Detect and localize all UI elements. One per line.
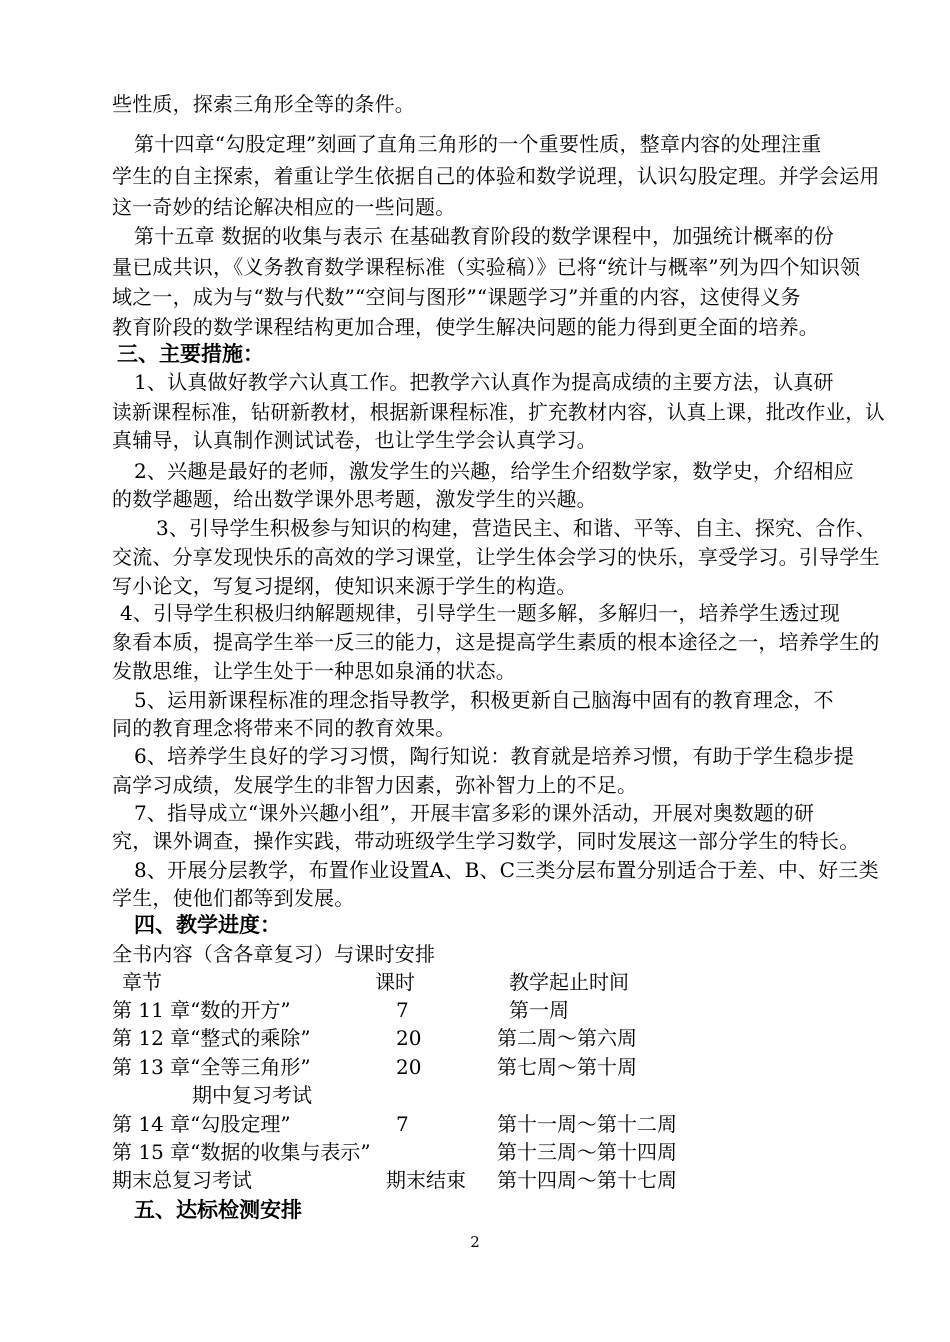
column-header-hours: 课时 — [375, 970, 415, 994]
text-line: 8、开展分层教学，布置作业设置A、B、C三类分层布置分别适合于差、中、好三类 — [134, 858, 879, 882]
row-chapter: 第 11 章“数的开方” — [112, 998, 291, 1022]
text-line: 读新课程标准，钻研新教材，根据新课程标准，扩充教材内容，认真上课，批改作业，认 — [112, 400, 885, 424]
text-line: 2、兴趣是最好的老师，激发学生的兴趣，给学生介绍数学家，数学史，介绍相应 — [134, 459, 854, 483]
text-line: 3、引导学生积极参与知识的构建，营造民主、和谐、平等、自主、探究、合作、 — [156, 516, 876, 540]
section-heading: 四、教学进度： — [134, 913, 281, 937]
row-hours: 20 — [396, 1026, 422, 1050]
text-line: 教育阶段的数学课程结构更加合理，使学生解决问题的能力得到更全面的培养。 — [112, 315, 819, 339]
row-chapter: 第 12 章“整式的乘除” — [112, 1026, 311, 1050]
text-line: 6、培养学生良好的学习习惯，陶行知说：教育就是培养习惯，有助于学生稳步提 — [134, 744, 854, 768]
text-line: 量已成共识，《义务教育数学课程标准（实验稿）》已将“统计与概率”列为四个知识领 — [112, 255, 861, 279]
text-line: 真辅导，认真制作测试试卷，也让学生学会认真学习。 — [112, 428, 597, 452]
column-header-time: 教学起止时间 — [509, 970, 629, 994]
page-number: 2 — [470, 1233, 480, 1251]
text-line: 学生的自主探索，着重让学生依据自己的体验和数学说理，认识勾股定理。并学会运用 — [112, 164, 880, 188]
row-time: 第七周～第十周 — [497, 1055, 637, 1079]
text-line: 7、指导成立“课外兴趣小组”，开展丰富多彩的课外活动，开展对奥数题的研 — [134, 801, 815, 825]
text-line: 第十五章 数据的收集与表示 在基础教育阶段的数学课程中，加强统计概率的份 — [134, 224, 834, 248]
text-line: 5、运用新课程标准的理念指导教学，积极更新自己脑海中固有的教育理念，不 — [134, 688, 834, 712]
text-line: 域之一，成为与“数与代数”“空间与图形”“课题学习”并重的内容，这使得义务 — [112, 285, 801, 309]
row-time: 第二周～第六周 — [497, 1026, 637, 1050]
row-chapter: 第 15 章“数据的收集与表示” — [112, 1140, 371, 1164]
text-line: 第十四章“勾股定理”刻画了直角三角形的一个重要性质，整章内容的处理注重 — [134, 132, 822, 156]
section-heading: 五、达标检测安排 — [134, 1198, 302, 1222]
text-line: 交流、分享发现快乐的高效的学习课堂，让学生体会学习的快乐，享受学习。引导学生 — [112, 545, 880, 569]
row-chapter: 期末总复习考试 — [112, 1168, 252, 1192]
text-line: 写小论文，写复习提纲，使知识来源于学生的构造。 — [112, 574, 577, 598]
row-time: 第十一周～第十二周 — [497, 1112, 677, 1136]
text-line: 同的教育理念将带来不同的教育效果。 — [112, 716, 456, 740]
row-chapter: 第 13 章“全等三角形” — [112, 1055, 311, 1079]
text-line: 高学习成绩，发展学生的非智力因素，弥补智力上的不足。 — [112, 773, 638, 797]
row-chapter: 期中复习考试 — [192, 1083, 312, 1107]
text-line: 1、认真做好教学六认真工作。把教学六认真作为提高成绩的主要方法，认真研 — [134, 370, 834, 394]
row-chapter: 第 14 章“勾股定理” — [112, 1112, 291, 1136]
text-line: 这一奇妙的结论解决相应的一些问题。 — [112, 195, 456, 219]
text-line: 究，课外调查，操作实践，带动班级学生学习数学，同时发展这一部分学生的特长。 — [112, 829, 860, 853]
text-line: 的数学趣题，给出数学课外思考题，激发学生的兴趣。 — [112, 487, 597, 511]
text-line: 象看本质，提高学生举一反三的能力，这是提高学生素质的根本途径之一，培养学生的 — [112, 630, 880, 654]
row-hours: 7 — [396, 1112, 409, 1136]
row-hours: 7 — [396, 998, 409, 1022]
text-line: 些性质，探索三角形全等的条件。 — [112, 92, 415, 116]
row-hours: 期末结束 — [386, 1168, 466, 1192]
text-line: 发散思维，让学生处于一种思如泉涌的状态。 — [112, 659, 516, 683]
column-header-chapter: 章节 — [122, 970, 162, 994]
row-time: 第十四周～第十七周 — [497, 1168, 677, 1192]
row-time: 第一周 — [509, 998, 569, 1022]
text-line: 4、引导学生积极归纳解题规律，引导学生一题多解，多解归一，培养学生透过现 — [120, 601, 840, 625]
row-time: 第十三周～第十四周 — [497, 1140, 677, 1164]
section-heading: 三、主要措施： — [117, 342, 264, 366]
row-hours: 20 — [396, 1055, 422, 1079]
schedule-intro: 全书内容（含各章复习）与课时安排 — [112, 942, 436, 966]
text-line: 学生，使他们都等到发展。 — [112, 886, 355, 910]
